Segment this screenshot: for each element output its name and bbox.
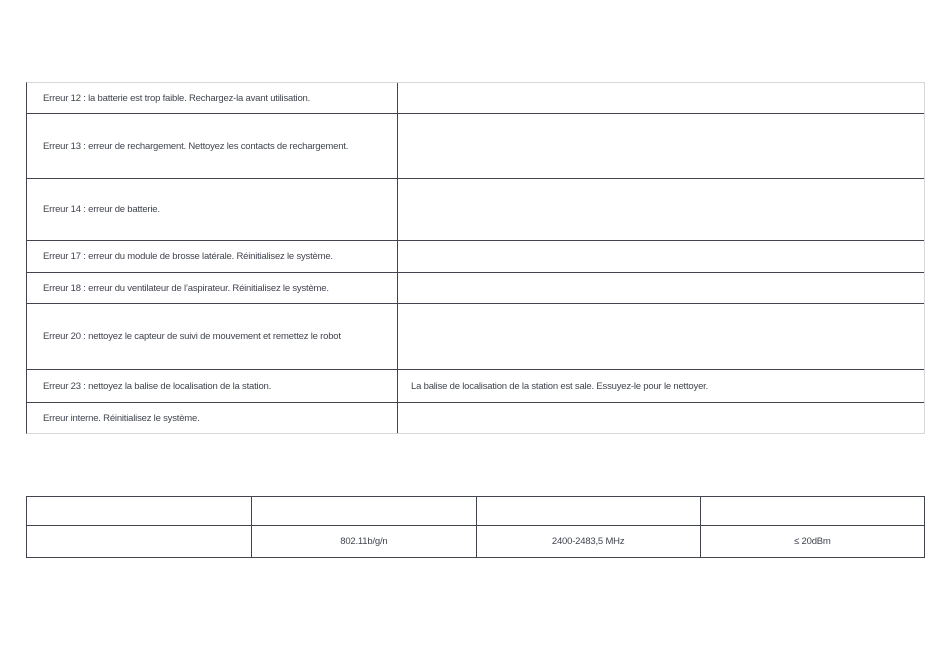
- table-row: [27, 83, 924, 113]
- solution-cell: [398, 370, 924, 402]
- spec-header-cell: [27, 497, 251, 525]
- table-row: [27, 178, 924, 240]
- error-cell: [27, 304, 398, 369]
- table-row: [27, 240, 924, 272]
- spec-header-cell: [251, 497, 475, 525]
- wifi-standard-value: 802.11b/g/n: [340, 536, 388, 547]
- transmit-power-value: ≤ 20dBm: [794, 536, 831, 547]
- spec-header-cell: [700, 497, 924, 525]
- spec-value-cell: [700, 526, 924, 557]
- solution-cell: [398, 179, 924, 240]
- error-text: Erreur 23 : nettoyez la balise de localisation de la station.: [43, 380, 272, 392]
- solution-cell: [398, 273, 924, 303]
- spec-value-cell: [251, 526, 475, 557]
- errors-table: [26, 82, 925, 434]
- solution-cell: [398, 304, 924, 369]
- error-cell: [27, 114, 398, 178]
- solution-cell: [398, 403, 924, 433]
- error-cell: [27, 370, 398, 402]
- table-row: [27, 272, 924, 303]
- error-cell: [27, 179, 398, 240]
- error-text: Erreur 20 : nettoyez le capteur de suivi de mouvement et remettez le robot: [43, 331, 341, 342]
- table-row: [27, 113, 924, 178]
- error-text: Erreur 12 : la batterie est trop faible. Rechargez-la avant utilisation.: [43, 92, 311, 104]
- solution-text: La balise de localisation de la station est sale. Essuyez-le pour le nettoyer.: [411, 380, 709, 392]
- error-text: Erreur 13 : erreur de rechargement. Nettoyez les contacts de rechargement.: [43, 140, 349, 152]
- error-cell: [27, 273, 398, 303]
- table-row: [27, 369, 924, 402]
- solution-cell: [398, 241, 924, 272]
- spec-value-cell: [476, 526, 700, 557]
- error-text: Erreur 14 : erreur de batterie.: [43, 204, 160, 215]
- error-cell: [27, 83, 398, 113]
- table-row: [27, 402, 924, 433]
- solution-cell: [398, 83, 924, 113]
- table-row: [27, 497, 924, 525]
- table-row: [27, 303, 924, 369]
- error-text: Erreur interne. Réinitialisez le système.: [43, 412, 200, 424]
- frequency-band-value: 2400-2483,5 MHz: [551, 536, 625, 547]
- solution-cell: [398, 114, 924, 178]
- table-row: [27, 525, 924, 557]
- error-cell: [27, 241, 398, 272]
- spec-value-cell: [27, 526, 251, 557]
- error-cell: [27, 403, 398, 433]
- spec-header-cell: [476, 497, 700, 525]
- wifi-specs-table: [26, 496, 925, 558]
- error-text: Erreur 17 : erreur du module de brosse latérale. Réinitialisez le système.: [43, 251, 333, 262]
- error-text: Erreur 18 : erreur du ventilateur de l’aspirateur. Réinitialisez le système.: [43, 282, 329, 294]
